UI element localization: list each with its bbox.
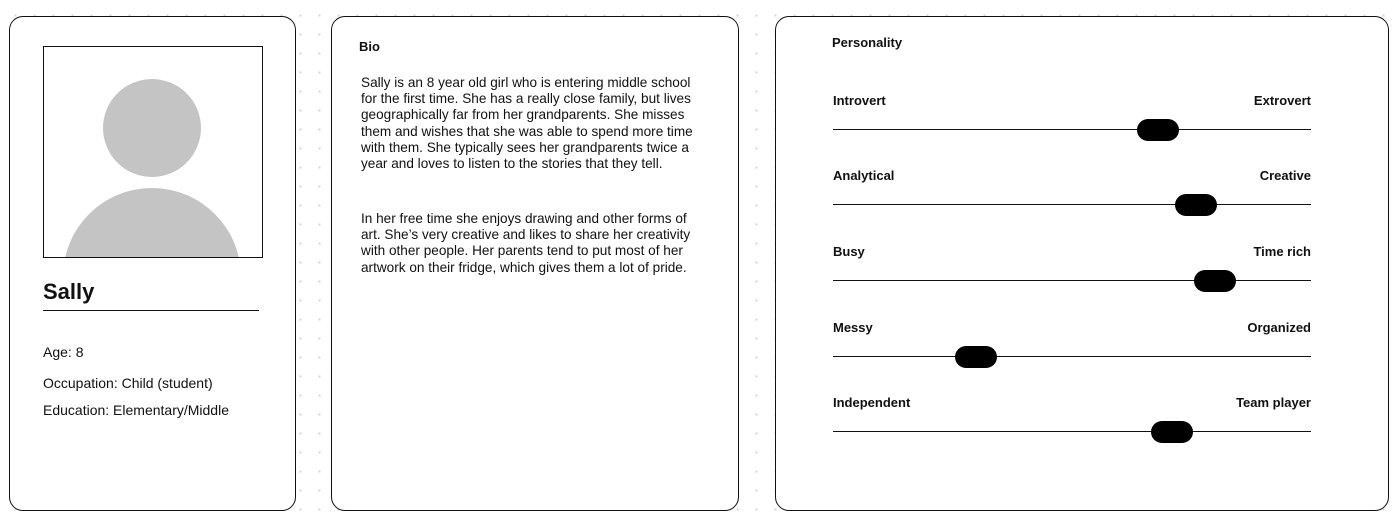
slider-track [833, 280, 1311, 281]
avatar [43, 46, 263, 258]
trait-left-label: Independent [833, 395, 911, 410]
slider-track [833, 356, 1311, 357]
slider-knob[interactable] [1137, 119, 1179, 141]
age-text: Age: 8 [43, 344, 84, 360]
trait-slider-messy-organized [833, 320, 1311, 366]
trait-slider-busy-time-rich [833, 244, 1311, 290]
name-divider [43, 310, 259, 311]
trait-right-label: Creative [1259, 168, 1311, 183]
avatar-head [103, 79, 201, 177]
personality-title: Personality [832, 35, 903, 50]
bio-title: Bio [359, 39, 380, 54]
education-text: Education: Elementary/Middle [43, 402, 229, 418]
profile-card [9, 16, 296, 511]
slider-track [833, 431, 1311, 432]
slider-knob[interactable] [955, 346, 997, 368]
trait-slider-analytical-creative [833, 168, 1311, 214]
personality-card [775, 16, 1389, 511]
bio-paragraph: Sally is an 8 year old girl who is entering middle school for the first time. She has a really close family, but lives geographically far from her grandparents. She misses them and wishes that she was able to spend more time with them. She typically sees her grandparents twice a year and loves to listen to the stories that they tell. [361, 75, 693, 172]
persona-name: Sally [43, 279, 95, 304]
trait-left-label: Introvert [833, 93, 886, 108]
trait-left-label: Busy [833, 244, 865, 259]
trait-left-label: Messy [833, 320, 873, 335]
trait-right-label: Organized [1247, 320, 1311, 335]
trait-left-label: Analytical [833, 168, 895, 183]
slider-track [833, 129, 1311, 130]
avatar-body [63, 188, 241, 258]
slider-track [833, 204, 1311, 205]
trait-right-label: Time rich [1253, 244, 1311, 259]
bio-paragraph: In her free time she enjoys drawing and other forms of art. She’s very creative and likes to share her creativity with other people. Her parents tend to put most of her artwork on their fridge, which gives them a lot of pride. [361, 211, 691, 275]
slider-knob[interactable] [1151, 421, 1193, 443]
trait-slider-independent-team-player [833, 395, 1311, 441]
occupation-text: Occupation: Child (student) [43, 375, 213, 391]
bio-card [331, 16, 739, 511]
slider-knob[interactable] [1175, 194, 1217, 216]
trait-slider-introvert-extrovert [833, 93, 1311, 139]
trait-right-label: Team player [1236, 395, 1311, 410]
trait-right-label: Extrovert [1253, 93, 1311, 108]
slider-knob[interactable] [1194, 270, 1236, 292]
